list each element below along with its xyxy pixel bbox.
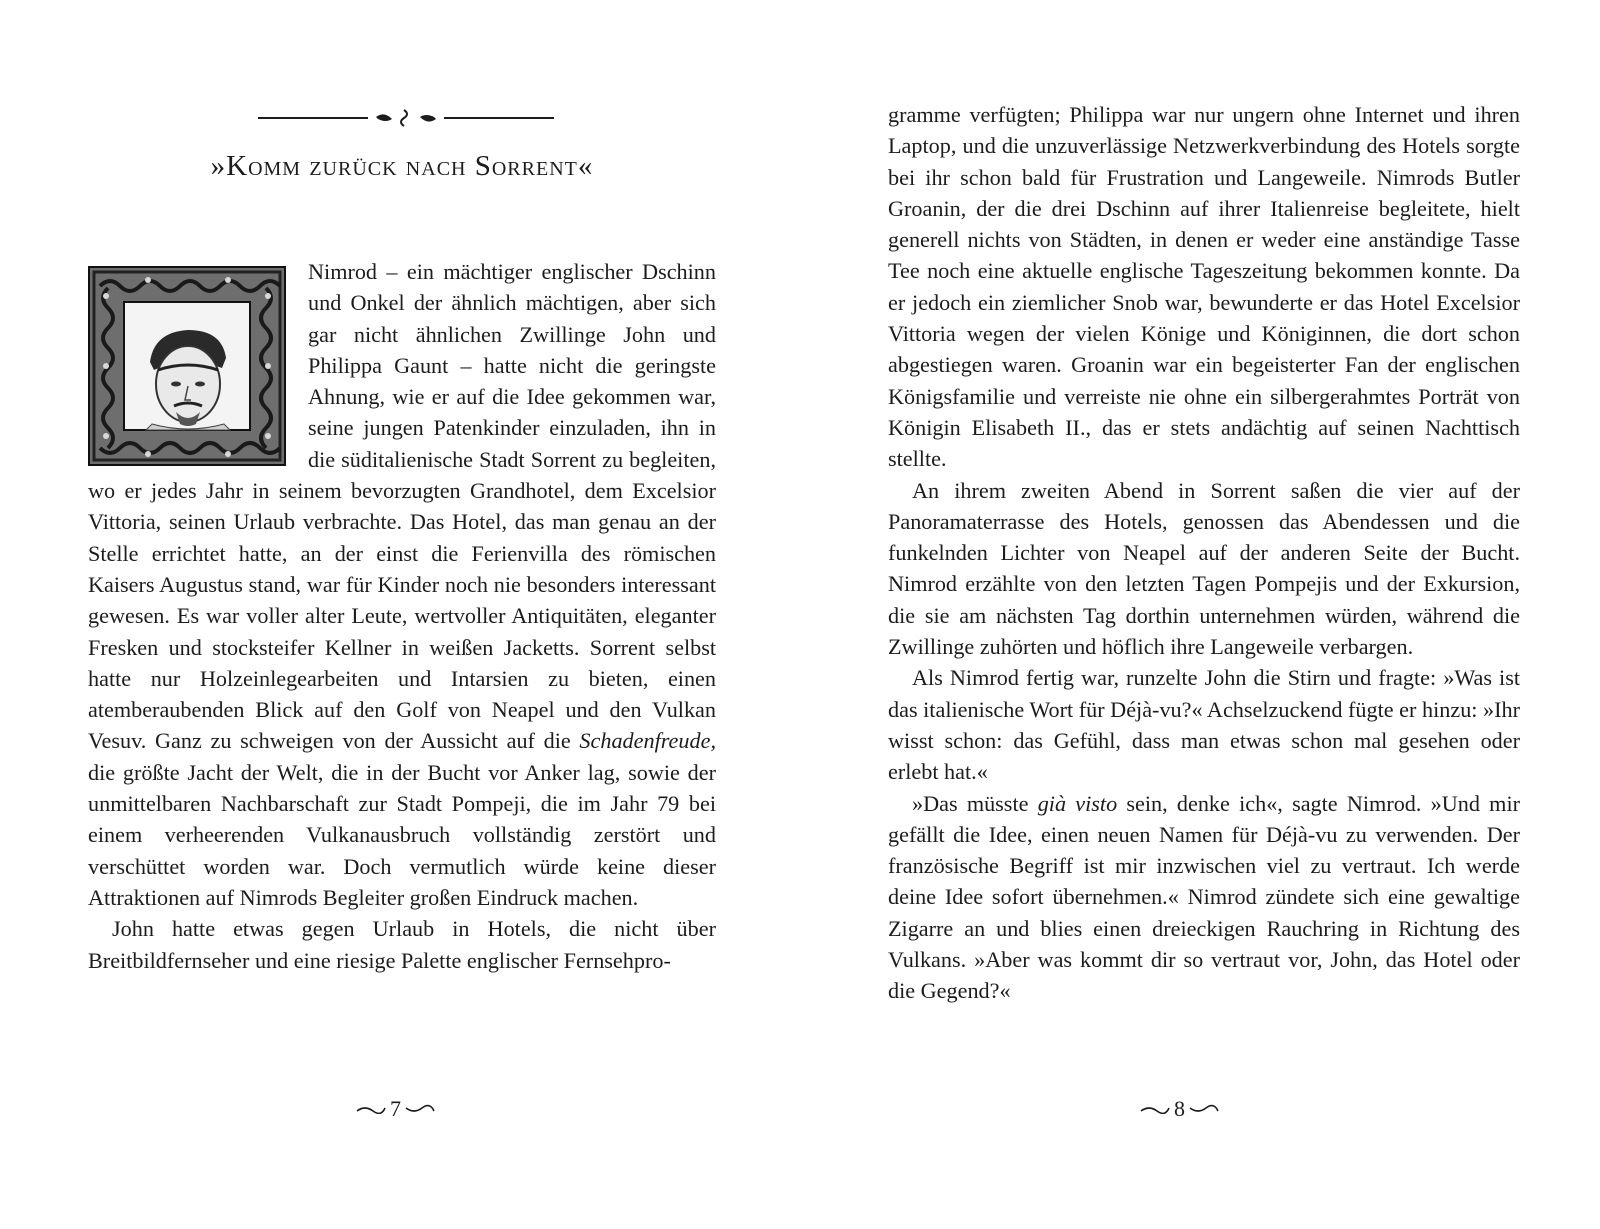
right-paragraph-4-start: »Das müsste [912,790,1038,816]
portrait-icon [88,266,286,466]
swash-left-icon [1140,1104,1170,1114]
page-number-right [1140,1096,1219,1122]
page-number-7: 7 [390,1096,401,1121]
left-paragraph-1: Nimrod – ein mächtiger englischer Dschinn und Onkel der ähnlich mächtigen, aber sich gar nicht ähnlichen Zwillinge John und Philippa Gaunt – hatte nicht die geringste Ahnung, wie er auf die Idee gekommen war, seine jungen Patenkinder einzuladen, ihn in die süditalienische Stadt Sorrent zu begleiten, wo er jedes Jahr in seinem bevorzugten Grandhotel, dem Excelsior Vittoria, seinen Urlaub verbrachte. Das Hotel, das man genau an der Stelle errichtet hatte, an der einst die Ferienvilla des römischen Kaisers Augustus stand, war für Kinder noch nie besonders interessant gewesen. Es war voller alter Leute, wertvoller Antiquitäten, eleganter Fresken und stocksteifer Kellner in weißen Jacketts. Sorrent selbst hatte nur Holzeinlegearbeiten und Intarsien zu bieten, einen atemberaubenden Blick auf den Golf von Neapel und den Vulkan Vesuv. Ganz zu schweigen von der Aussicht auf die [88,259,716,754]
right-paragraph-4-italic: già visto [1037,790,1118,816]
right-paragraph-1: gramme verfügten; Philippa war nur ungern ohne Internet und ihren Laptop, und die unzuverlässige Netzwerkverbindung des Hotels sorgte bei ihr schon bald für Frustration und Langeweile. Nimrods Butler Groanin, der die drei Dschinn auf ihrer Italienreise begleitete, hielt generell nichts von Städten, in denen er weder eine anständige Tasse Tee noch eine aktuelle englische Tageszeitung bekommen konnte. Da er jedoch ein ziemlicher Snob war, bewunderte er das Hotel Excelsior Vittoria wegen der vielen Könige und Königinnen, die dort schon abgestiegen waren. Groanin war ein begeisterter Fan der englischen Königsfamilie und verreiste nie ohne ein silbergerahmtes Porträt von Königin Elisabeth II., das er stets andächtig auf seinen Nachttisch stellte. [888,102,1520,472]
chapter-title: »Komm zurück nach Sorrent« [210,150,594,182]
right-paragraph-4-end: sein, denke ich«, sagte Nimrod. »Und mir gefällt die Idee, einen neuen Namen für Déjà-vu zu verwenden. Der französische Begriff ist mir inzwischen viel zu vertraut. Ich werde deine Idee sofort übernehmen.« Nimrod zündete sich eine gewaltige Zigarre an und blies einen dreieckigen Rauchring in Richtung des Vulkans. »Aber was kommt dir so vertraut vor, John, das Hotel oder die Gegend?« [888,790,1520,1004]
page-number-left [356,1096,435,1122]
left-paragraph-1-end: die größte Jacht der Welt, die in der Bucht vor Anker lag, sowie der unmittelbaren Nachbarschaft zur Stadt Pompeji, die im Jahr 79 bei einem verheerenden Vulkanausbruch vollständig zerstört und verschüttet worden war. Doch vermutlich würde keine dieser Attraktionen auf Nimrods Begleiter großen Eindruck machen. [88,759,716,910]
swash-right-icon [405,1104,435,1114]
right-paragraph-2: An ihrem zweiten Abend in Sorrent saßen die vier auf der Panoramaterrasse des Hotels, genossen das Abendessen und die funkelnden Lichter von Neapel auf der anderen Seite der Bucht. Nimrod erzählte von den letzten Tagen Pompejis und der Exkursion, die sie am nächsten Tag dorthin unternehmen würden, während die Zwillinge zuhörten und höflich ihre Langeweile verbargen. [888,477,1520,660]
right-page-text [888,99,1520,1007]
swash-right-icon [1189,1104,1219,1114]
swash-left-icon [356,1104,386,1114]
chapter-ornament-icon [258,108,554,128]
left-paragraph-1-italic: Schadenfreude, [579,728,716,754]
left-page-text [88,256,716,976]
page-number-8: 8 [1174,1096,1185,1121]
left-paragraph-2: John hatte etwas gegen Urlaub in Hotels, die nicht über Breitbildfernseher und eine riesige Palette englischer Fernsehpro- [88,916,716,973]
right-paragraph-3: Als Nimrod fertig war, runzelte John die Stirn und fragte: »Was ist das italienische Wort für Déjà-vu?« Achselzuckend fügte er hinzu: »Ihr wisst schon: das Gefühl, dass man etwas schon mal gesehen oder erlebt hat.« [888,665,1520,785]
